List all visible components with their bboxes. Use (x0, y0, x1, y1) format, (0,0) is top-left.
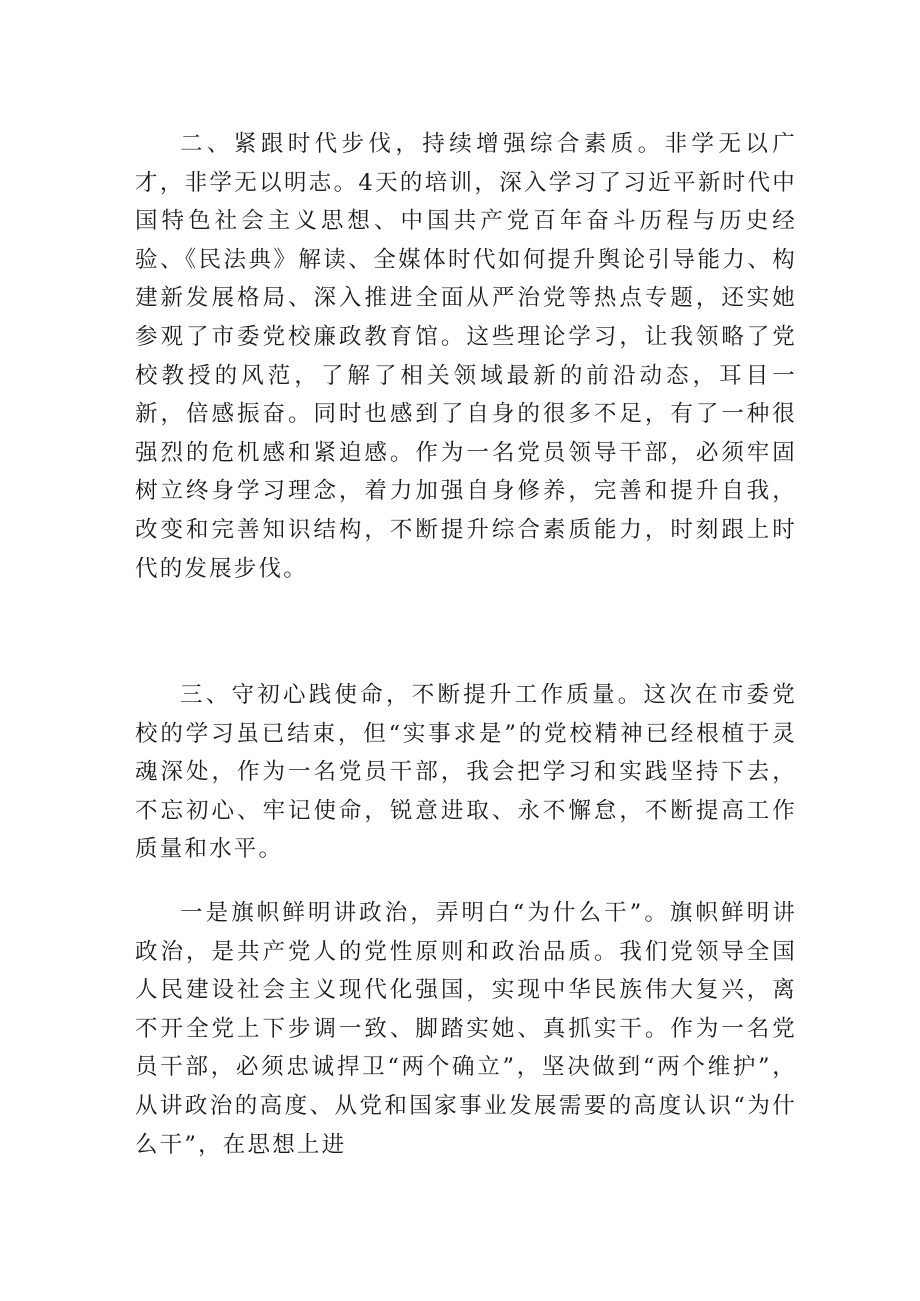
paragraph-section-three (135, 676, 797, 869)
paragraph-section-two (135, 125, 797, 588)
paragraph-text: 二、紧跟时代步伐，持续增强综合素质。非学无以广才，非学无以明志。4天的培训，深入学习了习近平新时代中国特色社会主义思想、中国共产党百年奋斗历程与历史经验、《民法典》解读、全媒体时代如何提升舆论引导能力、构建新发展格局、深入推进全面从严治党等热点专题，还实她参观了市委党校廉政教育馆。这些理论学习，让我领略了党校教授的风范，了解了相关领域最新的前沿动态，耳目一新，倍感振奋。同时也感到了自身的很多不足，有了一种很强烈的危机感和紧迫感。作为一名党员领导干部，必须牢固树立终身学习理念，着力加强自身修养，完善和提升自我，改变和完善知识结构，不断提升综合素质能力，时刻跟上时代的发展步伐。 (135, 131, 797, 582)
paragraph-text: 一是旗帜鲜明讲政治，弄明白“为什么干”。旗帜鲜明讲政治，是共产党人的党性原则和政治品质。我们党领导全国人民建设社会主义现代化强国，实现中华民族伟大复兴，离不开全党上下步调一致、脚踏实她、真抓实干。作为一名党员干部，必须忠诚捍卫“两个确立”，坚决做到“两个维护”，从讲政治的高度、从党和国家事业发展需要的高度认识“为什么干”，在思想上进 (135, 900, 797, 1158)
paragraph-text: 三、守初心践使命，不断提升工作质量。这次在市委党校的学习虽已结束，但“实事求是”的党校精神已经根植于灵魂深处，作为一名党员干部，我会把学习和实践坚持下去，不忘初心、牢记使命，锐意进取、永不懈怠，不断提高工作质量和水平。 (135, 682, 797, 863)
paragraph-point-one (135, 894, 797, 1164)
